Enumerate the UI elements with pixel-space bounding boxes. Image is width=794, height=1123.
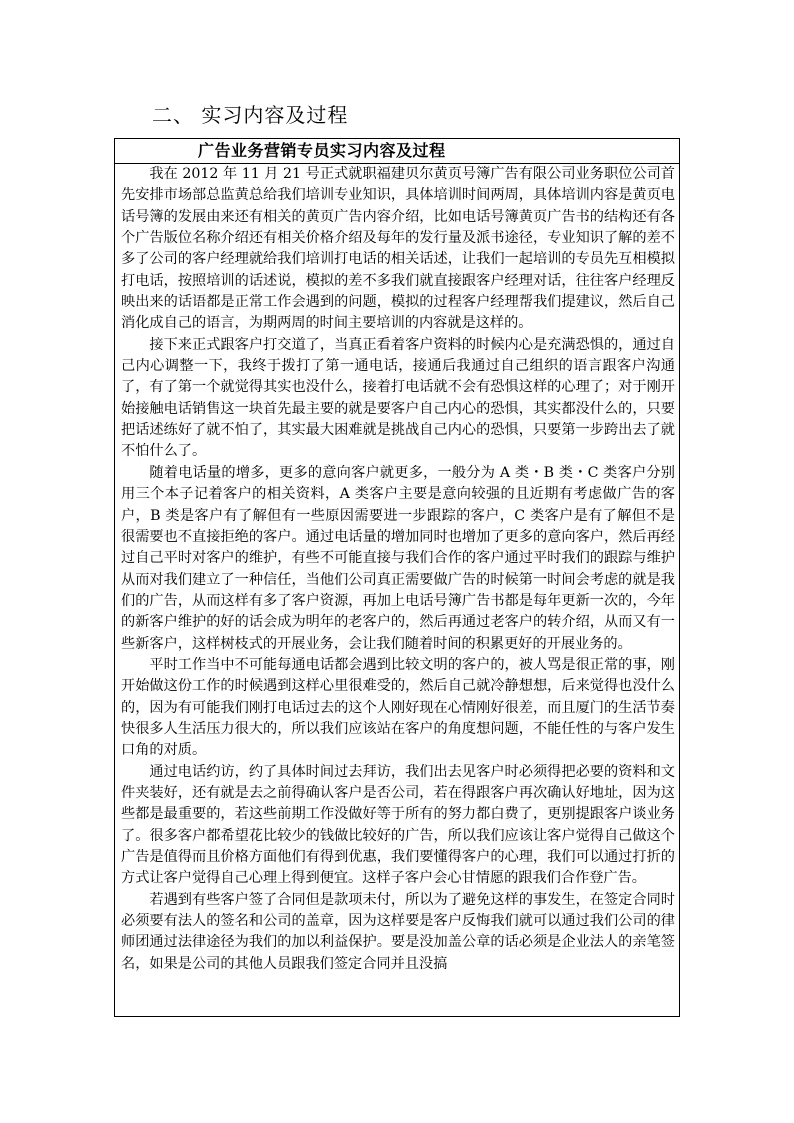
paragraph-difficult-clients: 平时工作当中不可能每通电话都会遇到比较文明的客户的，被人骂是很正常的事，刚开始做这份工作的时候遇到这样心里很难受的，然后自己就冷静想想，后来觉得也没什么的，因为有可能我们刚打电话过去的这个人刚好现在心情刚好很差，而且厦门的生活节奏快很多人生活压力很大的，所以我们应该站在客户的角度想问题，不能任性的与客户发生口角的对质。 xyxy=(121,656,675,759)
paragraph-training: 我在 2012 年 11 月 21 号正式就职福建贝尔黄页号簿广告有限公司业务职位公司首先安排市场部总监黄总给我们培训专业知识，具体培训时间两周，具体培训内容是黄页电话号簿的发展由来还有相关的黄页广告内容介绍，比如电话号簿黄页广告书的结构还有各个广告版位名称介绍还有相关价格介绍及每年的发行量及派书途径，专业知识了解的差不多了公司的客户经理就给我们培训打电话的相关话述，让我们一起培训的专员先互相模拟打电话，按照培训的话述说，模拟的差不多我们就直接跟客户经理对话，往往客户经理反映出来的话语都是正常工作会遇到的问题，模拟的过程客户经理帮我们提建议，然后自己消化成自己的语言，为期两周的时间主要培训的内容就是这样的。 xyxy=(121,166,675,332)
table-title: 广告业务营销专员实习内容及过程 xyxy=(115,139,679,164)
paragraph-client-visits: 通过电话约访，约了具体时间过去拜访，我们出去见客户时必须得把必要的资料和文件夹装好，还有就是去之前得确认客户是否公司，若在得跟客户再次确认好地址，因为这些都是最重要的，若这些前期工作没做好等于所有的努力都白费了，更别提跟客户谈业务了。很多客户都希望花比较少的钱做比较好的广告，所以我们应该让客户觉得自己做这个广告是值得而且价格方面他们有得到优惠，我们要懂得客户的心理，我们可以通过打折的方式让客户觉得自己心理上得到便宜。这样子客户会心甘情愿的跟我们合作登广告。 xyxy=(121,763,675,887)
section-heading: 二、 实习内容及过程 xyxy=(152,103,349,127)
paragraph-first-calls: 接下来正式跟客户打交道了，当真正看着客户资料的时候内心是充满恐惧的，通过自己内心调整一下，我终于拨打了第一通电话，接通后我通过自己组织的语言跟客户沟通了，有了第一个就觉得其实也没什么，接着打电话就不会有恐惧这样的心理了；对于刚开始接触电话销售这一块首先最主要的就是要客户自己内心的恐惧，其实都没什么的，只要把话述练好了就不怕了，其实最大困难就是挑战自己内心的恐惧，只要第一步跨出去了就不怕什么了。 xyxy=(121,336,675,460)
content-table xyxy=(114,138,680,1017)
paragraph-client-categories: 随着电话量的增多，更多的意向客户就更多，一般分为 A 类・B 类・C 类客户分别用三个本子记着客户的相关资料，A 类客户主要是意向较强的且近期有考虑做广告的客户，B 类是客户有了解但有一些原因需要进一步跟踪的客户，C 类客户是有了解但不是很需要也不直接拒绝的客户。通过电话量的增加同时也增加了更多的意向客户，然后再经过自己平时对客户的维护，有些不可能直接与我们合作的客户通过平时我们的跟踪与维护从而对我们建立了一种信任，当他们公司真正需要做广告的时候第一时间会考虑的就是我们的广告，从而这样有多了客户资源，再加上电话号簿广告书都是每年更新一次的，今年的新客户维护的好的话会成为明年的老客户的，然后再通过老客户的转介绍，从而又有一些新客户，这样树枝式的开展业务，会让我们随着时间的积累更好的开展业务的。 xyxy=(121,464,675,652)
paragraph-contracts: 若遇到有些客户签了合同但是款项未付，所以为了避免这样的事发生，在签定合同时必须要有法人的签名和公司的盖章，因为这样要是客户反悔我们就可以通过我们公司的律师团通过法律途径为我们的加以利益保护。要是没加盖公章的话必须是企业法人的亲笔签名，如果是公司的其他人员跟我们签定合同并且没搞 xyxy=(121,891,675,972)
table-body xyxy=(115,164,679,975)
